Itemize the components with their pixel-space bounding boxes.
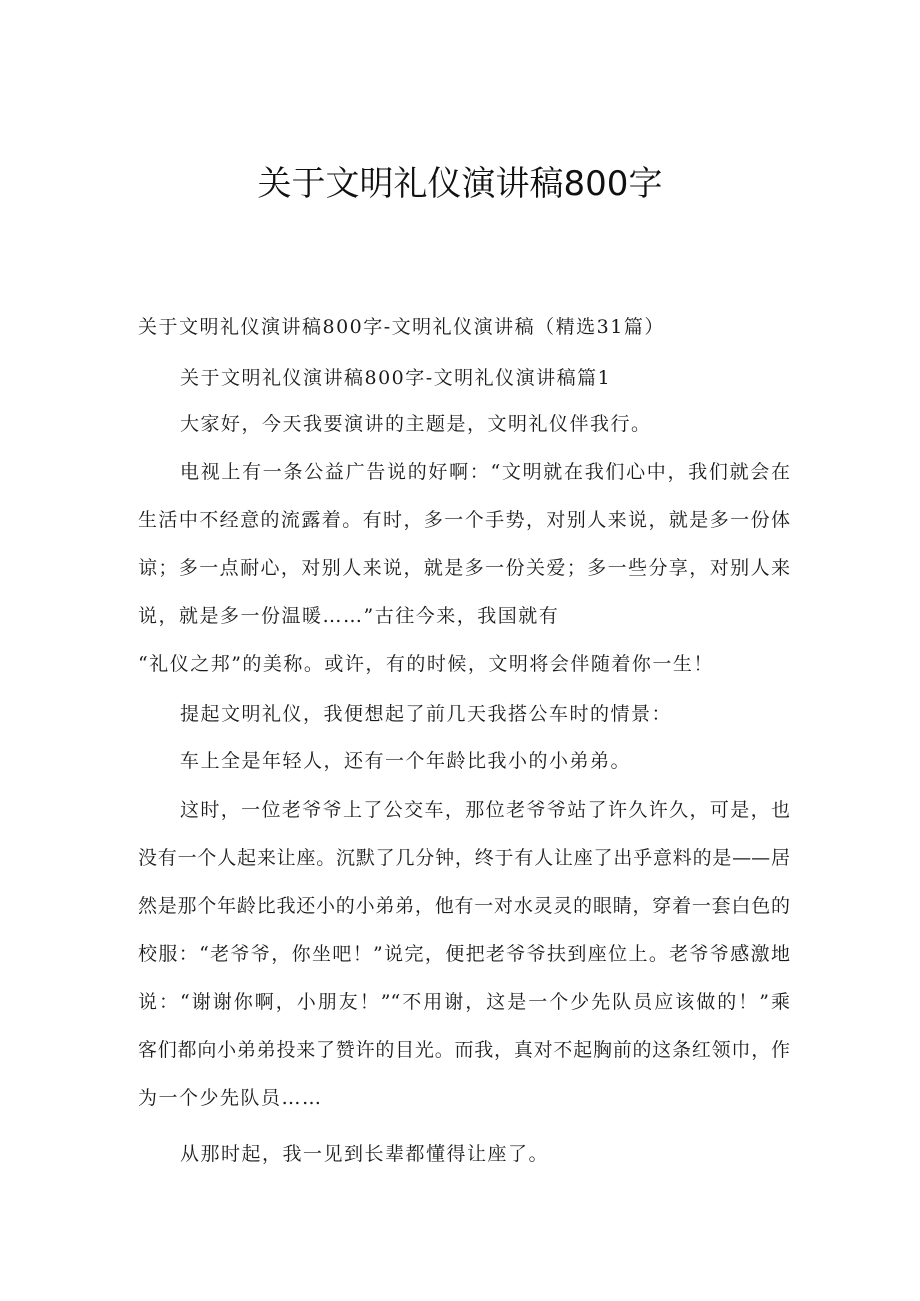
paragraph-line: 生活中不经意的流露着。有时，多一个手势，对别人来说，就是多一份体 <box>138 509 790 531</box>
document-title: 关于文明礼仪演讲稿800字 <box>257 164 663 204</box>
section-heading: 关于文明礼仪演讲稿800字-文明礼仪演讲稿篇1 <box>180 367 612 389</box>
paragraph-line: 说，就是多一份温暖……”古往今来，我国就有 <box>138 605 560 627</box>
paragraph-line: 说：“谢谢你啊，小朋友！”“不用谢，这是一个少先队员应该做的！”乘 <box>138 991 790 1013</box>
paragraph-line: 没有一个人起来让座。沉默了几分钟，终于有人让座了出乎意料的是——居 <box>138 847 790 869</box>
paragraph-line: 然是那个年龄比我还小的小弟弟，他有一对水灵灵的眼睛，穿着一套白色的 <box>138 895 790 917</box>
paragraph-line: 这时，一位老爷爷上了公交车，那位老爷爷站了许久许久，可是，也 <box>180 799 790 821</box>
paragraph-line: 车上全是年轻人，还有一个年龄比我小的小弟弟。 <box>180 750 632 772</box>
paragraph-line: 提起文明礼仪，我便想起了前几天我搭公车时的情景： <box>180 703 673 725</box>
paragraph-line: 校服：“老爷爷，你坐吧！”说完，便把老爷爷扶到座位上。老爷爷感激地 <box>138 943 790 965</box>
paragraph-line: 谅；多一点耐心，对别人来说，就是多一份关爱；多一些分享，对别人来 <box>138 557 790 579</box>
subtitle-line: 关于文明礼仪演讲稿800字-文明礼仪演讲稿（精选31篇） <box>138 316 665 338</box>
paragraph-line: 大家好，今天我要演讲的主题是，文明礼仪伴我行。 <box>180 413 652 435</box>
paragraph-line: 从那时起，我一见到长辈都懂得让座了。 <box>180 1143 550 1165</box>
paragraph-line: “礼仪之邦”的美称。或许，有的时候，文明将会伴随着你一生！ <box>138 653 714 675</box>
paragraph-line: 客们都向小弟弟投来了赞许的目光。而我，真对不起胸前的这条红领巾，作 <box>138 1039 790 1061</box>
paragraph-line: 电视上有一条公益广告说的好啊：“文明就在我们心中，我们就会在 <box>180 461 790 483</box>
paragraph-line: 为一个少先队员…… <box>138 1087 323 1109</box>
